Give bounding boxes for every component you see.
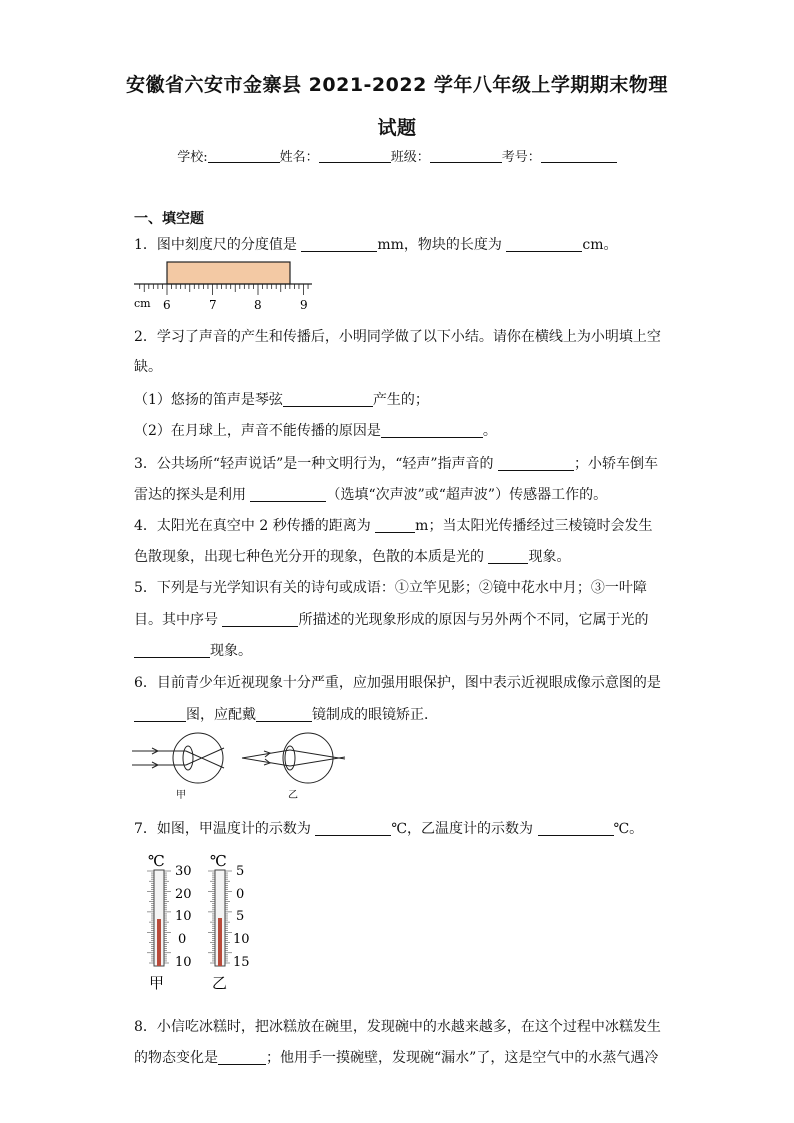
- q1-blank-1[interactable]: [301, 238, 377, 252]
- eye-diagram-jia: [132, 733, 224, 801]
- jia-label-30: 30: [175, 864, 192, 879]
- q1-text-c: cm。: [582, 237, 618, 253]
- yi-label-neg15: 15: [233, 955, 250, 970]
- class-label: 班级：: [390, 150, 430, 165]
- q8-text-b: ；他用手一摸碗壁，发现碗“漏水”了，这是空气中的水蒸气遇冷: [266, 1050, 659, 1066]
- student-info-row: [0, 146, 794, 165]
- q4-blank-2[interactable]: [488, 550, 528, 564]
- id-label: 考号：: [501, 150, 541, 165]
- jia-label-neg10: 10: [175, 955, 192, 970]
- q7-blank-1[interactable]: [315, 822, 391, 836]
- thermometer-yi: [208, 852, 250, 992]
- question-3-line-2: [134, 484, 664, 504]
- q2-sub2-text-a: （2）在月球上，声音不能传播的原因是: [134, 423, 381, 439]
- question-2-line-1: 2．学习了声音的产生和传播后，小明同学做了以下小结。请你在横线上为小明填上空: [134, 329, 661, 345]
- jia-label-20: 20: [175, 887, 192, 902]
- question-7: [134, 818, 664, 838]
- yi-label-neg5: 5: [236, 909, 245, 924]
- q7-text-a: 7．如图，甲温度计的示数为: [134, 821, 311, 837]
- ruler-label-8: 8: [254, 298, 262, 312]
- q7-text-b: ℃，乙温度计的示数为: [391, 821, 534, 837]
- label-jia: 甲: [176, 790, 186, 801]
- q3-text-b: ；小轿车倒车: [574, 456, 658, 472]
- thermo-label-yi: 乙: [212, 974, 228, 992]
- eye-diagrams: [130, 728, 365, 802]
- ruler-label-7: 7: [209, 298, 217, 312]
- question-2-sub-2: [134, 420, 664, 440]
- lens-yi: [285, 746, 295, 770]
- q5-text-a: 目。其中序号: [134, 612, 218, 628]
- question-4-line-2: [134, 546, 664, 566]
- q1-text-a: 1．图中刻度尺的分度值是: [134, 237, 297, 253]
- thermometer-jia: [147, 852, 192, 992]
- question-8-line-2: [134, 1047, 664, 1067]
- q3-blank-1[interactable]: [498, 457, 574, 471]
- q6-text-b: 镜制成的眼镜矫正．: [312, 707, 438, 723]
- q2-sub1-text-b: 产生的；: [372, 392, 429, 408]
- q3-blank-2[interactable]: [250, 488, 326, 502]
- jia-label-0: 0: [178, 932, 187, 947]
- mercury-jia: [157, 919, 161, 966]
- q3-text-c: 雷达的探头是利用: [134, 487, 246, 503]
- title-line-2: 试题: [377, 117, 417, 139]
- question-2-sub-1: [134, 389, 664, 409]
- question-3-line-1: [134, 453, 664, 473]
- thermo-label-jia: 甲: [149, 974, 165, 992]
- q4-blank-1[interactable]: [375, 519, 415, 533]
- eye-diagram-yi: [242, 733, 345, 801]
- q1-blank-2[interactable]: [506, 238, 582, 252]
- mercury-yi: [218, 918, 222, 966]
- ruler-label-6: 6: [163, 298, 171, 312]
- question-1: [134, 234, 664, 254]
- yi-label-0: 0: [236, 887, 245, 902]
- q3-text-d: （选填“次声波”或“超声波”）传感器工作的。: [326, 487, 608, 503]
- school-label: 学校:: [177, 150, 208, 165]
- unit-jia: ℃: [148, 852, 165, 870]
- jia-label-10: 10: [175, 909, 192, 924]
- q6-blank-2[interactable]: [256, 708, 312, 722]
- q2-sub1-text-a: （1）悠扬的笛声是琴弦: [134, 392, 283, 408]
- q2-blank-2[interactable]: [381, 424, 483, 438]
- label-yi: 乙: [288, 790, 298, 801]
- q1-text-b: mm，物块的长度为: [377, 237, 502, 253]
- eyeball-yi: [283, 733, 333, 783]
- yi-label-neg10: 10: [233, 932, 250, 947]
- question-8-line-1: 8．小信吃冰糕时，把冰糕放在碗里，发现碗中的水越来越多，在这个过程中冰糕发生: [134, 1019, 661, 1035]
- eyeball-jia: [173, 733, 223, 783]
- ruler-label-9: 9: [300, 298, 308, 312]
- class-blank[interactable]: [430, 150, 502, 163]
- school-blank[interactable]: [208, 150, 280, 163]
- question-2-line-2: 缺。: [134, 359, 162, 375]
- question-5-line-2: [134, 609, 664, 629]
- question-5-line-3: [134, 640, 664, 660]
- q7-blank-2[interactable]: [538, 822, 614, 836]
- q5-blank-2[interactable]: [134, 644, 210, 658]
- name-blank[interactable]: [319, 150, 391, 163]
- question-6-line-1: 6．目前青少年近视现象十分严重，应加强用眼保护，图中表示近视眼成像示意图的是: [134, 675, 661, 691]
- q6-text-a: 图，应配戴: [186, 707, 256, 723]
- q5-text-c: 现象。: [210, 643, 252, 659]
- ruler-unit: cm: [134, 297, 151, 310]
- thermometers-figure: [140, 848, 270, 996]
- q2-blank-1[interactable]: [283, 393, 373, 407]
- q6-blank-1[interactable]: [134, 708, 186, 722]
- ruler-block: [167, 262, 290, 284]
- q4-text-b: m；当太阳光传播经过三棱镜时会发生: [415, 518, 653, 534]
- unit-yi: ℃: [210, 852, 227, 870]
- question-4-line-1: [134, 515, 664, 535]
- q5-blank-1[interactable]: [222, 613, 298, 627]
- q4-text-c: 色散现象，出现七种色光分开的现象，色散的本质是光的: [134, 549, 484, 565]
- question-6-line-2: [134, 704, 664, 724]
- q8-text-a: 的物态变化是: [134, 1050, 218, 1066]
- lens-jia: [183, 746, 193, 770]
- section-heading: 一、填空题: [134, 211, 204, 227]
- ruler-ticks: [140, 284, 308, 295]
- q5-text-b: 所描述的光现象形成的原因与另外两个不同，它属于光的: [298, 612, 649, 628]
- q7-text-c: ℃。: [613, 821, 644, 837]
- id-blank[interactable]: [541, 150, 617, 163]
- q8-blank-1[interactable]: [218, 1051, 266, 1065]
- yi-label-5: 5: [236, 864, 245, 879]
- question-5-line-1: 5．下列是与光学知识有关的诗句或成语：①立竿见影；②镜中花水中月；③一叶障: [134, 580, 647, 596]
- q2-sub2-text-b: 。: [482, 423, 497, 439]
- ruler-figure: [130, 258, 320, 314]
- q3-text-a: 3．公共场所“轻声说话”是一种文明行为，“轻声”指声音的: [134, 456, 494, 472]
- title-line-1: 安徽省六安市金寨县 2021-2022 学年八年级上学期期末物理: [126, 74, 668, 96]
- q4-text-d: 现象。: [528, 549, 571, 565]
- q4-text-a: 4．太阳光在真空中 2 秒传播的距离为: [134, 518, 371, 534]
- name-label: 姓名：: [279, 150, 319, 165]
